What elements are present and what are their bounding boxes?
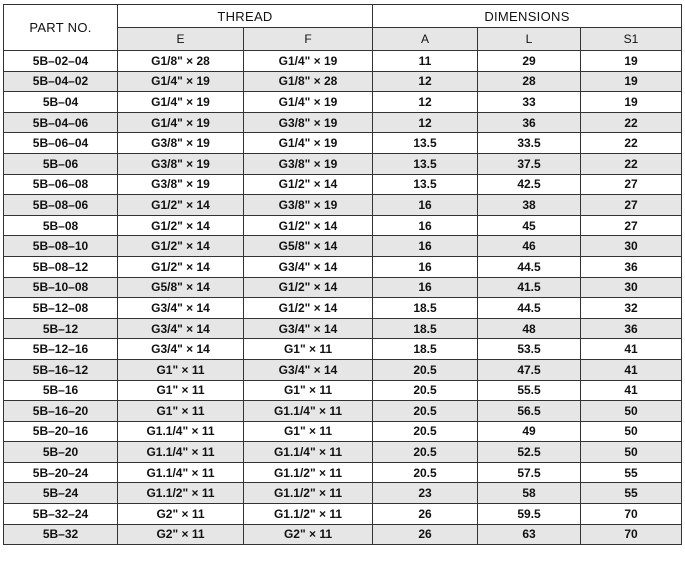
table-row [4,277,682,298]
dim-s1-cell: 41 [581,380,682,401]
dim-s1-cell: 27 [581,215,682,236]
part-no-cell: 5B–04–06 [4,112,118,133]
thread-f-cell: G3/4" × 14 [244,359,373,380]
dim-l-cell: 33 [478,92,581,113]
part-no-cell: 5B–04–02 [4,71,118,92]
thread-e-cell: G1/2" × 14 [118,256,244,277]
dim-s1-cell: 22 [581,153,682,174]
thread-f-cell: G3/4" × 14 [244,318,373,339]
dim-a-cell: 13.5 [373,153,478,174]
dim-l-cell: 38 [478,195,581,216]
part-no-cell: 5B–12 [4,318,118,339]
thread-f-cell: G1.1/4" × 11 [244,442,373,463]
thread-group-header: THREAD [118,5,373,28]
table-row [4,236,682,257]
table-row [4,195,682,216]
dim-l-cell: 48 [478,318,581,339]
thread-f-cell: G1.1/2" × 11 [244,462,373,483]
dim-s1-cell: 70 [581,524,682,545]
dim-l-cell: 58 [478,483,581,504]
dim-l-cell: 55.5 [478,380,581,401]
dim-a-cell: 12 [373,71,478,92]
dim-s1-cell: 50 [581,401,682,422]
thread-e-cell: G3/8" × 19 [118,133,244,154]
table-row [4,524,682,545]
part-no-cell: 5B–16–20 [4,401,118,422]
column-header-f: F [244,28,373,51]
thread-e-cell: G1/4" × 19 [118,112,244,133]
dim-l-cell: 42.5 [478,174,581,195]
dim-l-cell: 44.5 [478,256,581,277]
table-row [4,153,682,174]
dim-a-cell: 23 [373,483,478,504]
thread-f-cell: G3/8" × 19 [244,195,373,216]
part-no-cell: 5B–08 [4,215,118,236]
dim-a-cell: 18.5 [373,318,478,339]
thread-f-cell: G3/8" × 19 [244,112,373,133]
thread-f-cell: G1/2" × 14 [244,277,373,298]
dim-s1-cell: 55 [581,462,682,483]
dim-l-cell: 59.5 [478,504,581,525]
dim-s1-cell: 27 [581,174,682,195]
thread-e-cell: G1/4" × 19 [118,71,244,92]
dim-a-cell: 16 [373,195,478,216]
part-no-cell: 5B–12–16 [4,339,118,360]
thread-f-cell: G1/2" × 14 [244,174,373,195]
dim-a-cell: 26 [373,524,478,545]
thread-e-cell: G1/4" × 19 [118,92,244,113]
part-no-header: PART NO. [4,5,118,51]
table-body [4,51,682,545]
dim-a-cell: 20.5 [373,462,478,483]
dim-a-cell: 20.5 [373,421,478,442]
dim-l-cell: 37.5 [478,153,581,174]
dim-s1-cell: 50 [581,442,682,463]
thread-e-cell: G2" × 11 [118,504,244,525]
part-no-cell: 5B–06 [4,153,118,174]
thread-e-cell: G1.1/4" × 11 [118,462,244,483]
dim-a-cell: 16 [373,277,478,298]
table-row [4,133,682,154]
thread-f-cell: G3/4" × 14 [244,256,373,277]
dim-l-cell: 53.5 [478,339,581,360]
table-row [4,92,682,113]
dim-l-cell: 33.5 [478,133,581,154]
dim-l-cell: 29 [478,51,581,72]
dim-s1-cell: 41 [581,339,682,360]
dim-l-cell: 44.5 [478,298,581,319]
table-row [4,483,682,504]
dim-a-cell: 18.5 [373,298,478,319]
part-no-cell: 5B–06–08 [4,174,118,195]
table-row [4,112,682,133]
part-no-cell: 5B–02–04 [4,51,118,72]
thread-f-cell: G1" × 11 [244,421,373,442]
thread-e-cell: G1/8" × 28 [118,51,244,72]
thread-f-cell: G1" × 11 [244,339,373,360]
part-no-cell: 5B–12–08 [4,298,118,319]
thread-e-cell: G1.1/2" × 11 [118,483,244,504]
thread-e-cell: G3/4" × 14 [118,298,244,319]
thread-f-cell: G2" × 11 [244,524,373,545]
table-row [4,298,682,319]
column-header-e: E [118,28,244,51]
column-header-s1: S1 [581,28,682,51]
table-row [4,174,682,195]
thread-e-cell: G3/8" × 19 [118,153,244,174]
dim-a-cell: 20.5 [373,401,478,422]
part-no-cell: 5B–32–24 [4,504,118,525]
part-no-cell: 5B–10–08 [4,277,118,298]
dim-s1-cell: 19 [581,92,682,113]
dim-l-cell: 57.5 [478,462,581,483]
dim-l-cell: 41.5 [478,277,581,298]
thread-f-cell: G5/8" × 14 [244,236,373,257]
dim-l-cell: 63 [478,524,581,545]
dim-s1-cell: 19 [581,51,682,72]
thread-e-cell: G1" × 11 [118,401,244,422]
thread-f-cell: G1/2" × 14 [244,215,373,236]
thread-e-cell: G1/2" × 14 [118,236,244,257]
table-row [4,256,682,277]
dim-s1-cell: 50 [581,421,682,442]
dim-l-cell: 49 [478,421,581,442]
table-row [4,71,682,92]
dim-a-cell: 12 [373,92,478,113]
thread-e-cell: G5/8" × 14 [118,277,244,298]
table-row [4,380,682,401]
dim-s1-cell: 27 [581,195,682,216]
dim-s1-cell: 36 [581,256,682,277]
part-no-cell: 5B–04 [4,92,118,113]
table-row [4,215,682,236]
thread-f-cell: G1/2" × 14 [244,298,373,319]
dim-a-cell: 20.5 [373,442,478,463]
thread-f-cell: G1.1/2" × 11 [244,504,373,525]
thread-f-cell: G1" × 11 [244,380,373,401]
dim-s1-cell: 30 [581,236,682,257]
thread-f-cell: G1.1/4" × 11 [244,401,373,422]
dim-a-cell: 16 [373,236,478,257]
thread-f-cell: G1/4" × 19 [244,92,373,113]
part-no-cell: 5B–06–04 [4,133,118,154]
dim-a-cell: 11 [373,51,478,72]
thread-e-cell: G1" × 11 [118,359,244,380]
dim-l-cell: 28 [478,71,581,92]
thread-e-cell: G1.1/4" × 11 [118,421,244,442]
dim-l-cell: 47.5 [478,359,581,380]
specification-sheet [3,4,681,565]
part-no-cell: 5B–24 [4,483,118,504]
thread-e-cell: G1/2" × 14 [118,195,244,216]
dim-s1-cell: 22 [581,112,682,133]
table-row [4,442,682,463]
dim-a-cell: 20.5 [373,359,478,380]
thread-f-cell: G1/8" × 28 [244,71,373,92]
dim-l-cell: 52.5 [478,442,581,463]
dim-a-cell: 16 [373,256,478,277]
dim-s1-cell: 30 [581,277,682,298]
thread-f-cell: G1/4" × 19 [244,51,373,72]
dim-a-cell: 26 [373,504,478,525]
thread-e-cell: G1/2" × 14 [118,215,244,236]
dimensions-group-header: DIMENSIONS [373,5,682,28]
thread-e-cell: G1.1/4" × 11 [118,442,244,463]
dim-a-cell: 16 [373,215,478,236]
dim-a-cell: 18.5 [373,339,478,360]
part-no-cell: 5B–20 [4,442,118,463]
part-no-cell: 5B–08–12 [4,256,118,277]
part-no-cell: 5B–32 [4,524,118,545]
part-no-cell: 5B–16–12 [4,359,118,380]
table-row [4,401,682,422]
part-no-cell: 5B–08–06 [4,195,118,216]
part-no-cell: 5B–08–10 [4,236,118,257]
table-row [4,462,682,483]
column-header-l: L [478,28,581,51]
dim-s1-cell: 55 [581,483,682,504]
thread-e-cell: G1" × 11 [118,380,244,401]
dim-a-cell: 20.5 [373,380,478,401]
table-row [4,359,682,380]
thread-f-cell: G1/4" × 19 [244,133,373,154]
column-header-a: A [373,28,478,51]
dim-s1-cell: 36 [581,318,682,339]
thread-e-cell: G2" × 11 [118,524,244,545]
header-row-groups [4,5,682,28]
fitting-dimensions-table [3,4,682,545]
part-no-cell: 5B–20–24 [4,462,118,483]
table-row [4,339,682,360]
dim-a-cell: 13.5 [373,174,478,195]
part-no-cell: 5B–20–16 [4,421,118,442]
table-header [4,5,682,51]
dim-s1-cell: 19 [581,71,682,92]
dim-s1-cell: 70 [581,504,682,525]
table-row [4,51,682,72]
table-row [4,318,682,339]
dim-l-cell: 56.5 [478,401,581,422]
part-no-cell: 5B–16 [4,380,118,401]
thread-f-cell: G3/8" × 19 [244,153,373,174]
table-row [4,421,682,442]
dim-a-cell: 13.5 [373,133,478,154]
dim-s1-cell: 41 [581,359,682,380]
dim-l-cell: 46 [478,236,581,257]
dim-s1-cell: 32 [581,298,682,319]
thread-e-cell: G3/4" × 14 [118,339,244,360]
thread-e-cell: G3/8" × 19 [118,174,244,195]
dim-s1-cell: 22 [581,133,682,154]
thread-e-cell: G3/4" × 14 [118,318,244,339]
dim-a-cell: 12 [373,112,478,133]
dim-l-cell: 36 [478,112,581,133]
table-row [4,504,682,525]
dim-l-cell: 45 [478,215,581,236]
thread-f-cell: G1.1/2" × 11 [244,483,373,504]
